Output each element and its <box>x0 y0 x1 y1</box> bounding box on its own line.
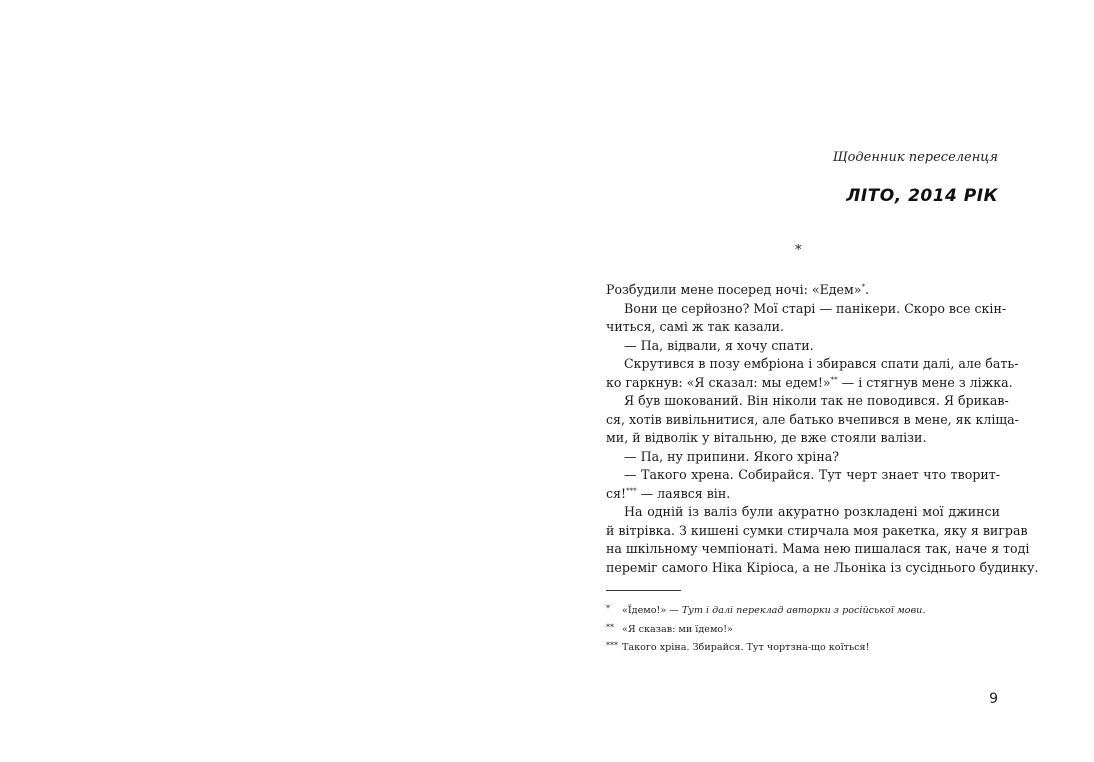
footnote-mark: ** <box>606 622 614 632</box>
paragraph-line: Скрутився в позу ембріона і збирався спати далі, але бать- <box>624 356 1019 371</box>
section-separator: * <box>795 243 802 258</box>
paragraph-line: Розбудили мене посеред ночі: «Едем»*. <box>606 282 870 297</box>
paragraph-line: ся, хотів вивільнитися, але батько вчепився в мене, як кліща- <box>606 411 1019 427</box>
paragraph-line: на шкільному чемпіонаті. Мама нею пишалася так, наче я тоді <box>606 541 1030 556</box>
running-head: Щоденник переселенця <box>832 150 998 165</box>
footnote-ref: *** <box>626 486 637 495</box>
body-text <box>606 281 1039 577</box>
paragraph-line: й вітрівка. З кишені сумки стирчала моя ракетка, яку я виграв <box>606 522 1028 538</box>
page-number: 9 <box>989 691 998 707</box>
paragraph-line: — Такого хрена. Собирайся. Тут черт знает что творит- <box>624 467 1000 482</box>
paragraph-line: — Па, ну припини. Якого хріна? <box>624 448 839 464</box>
paragraph-line: Я був шокований. Він ніколи так не поводився. Я брикав- <box>624 393 1009 408</box>
paragraph-line: ко гаркнув: «Я сказал: мы едем!»** — і стягнув мене з ліжка. <box>606 374 1013 390</box>
footnote-divider <box>606 590 681 591</box>
paragraph-line: переміг самого Ніка Кіріоса, а не Льоніка із сусіднього будинку. <box>606 559 1039 575</box>
footnote: ** «Я сказав: ми їдемо!» <box>606 619 1000 638</box>
paragraph-line: ми, й відволік у вітальню, де вже стояли валізи. <box>606 430 927 445</box>
chapter-title: ЛІТО, 2014 РІК <box>846 186 998 206</box>
footnote-mark: *** <box>606 641 618 650</box>
footnotes <box>606 600 1000 656</box>
footnote-ref: * <box>861 283 865 291</box>
footnote-ref: ** <box>830 375 838 384</box>
footnote-mark: * <box>606 604 610 613</box>
paragraph-line: ся!*** — лаявся він. <box>606 485 731 501</box>
paragraph-line: — Па, відвали, я хочу спати. <box>624 337 814 353</box>
footnote: *** Такого хріна. Збирайся. Тут чортзна-що коїться! <box>606 637 1000 656</box>
paragraph-line: На одній із валіз були акуратно розкладені мої джинси <box>624 504 1000 519</box>
footnote: * «Їдемо!» — Тут і далі переклад авторки з російської мови. <box>606 600 1000 619</box>
paragraph-line: Вони це серйозно? Мої старі — панікери. Скоро все скін- <box>624 300 1007 316</box>
paragraph-line: читься, самі ж так казали. <box>606 319 785 334</box>
